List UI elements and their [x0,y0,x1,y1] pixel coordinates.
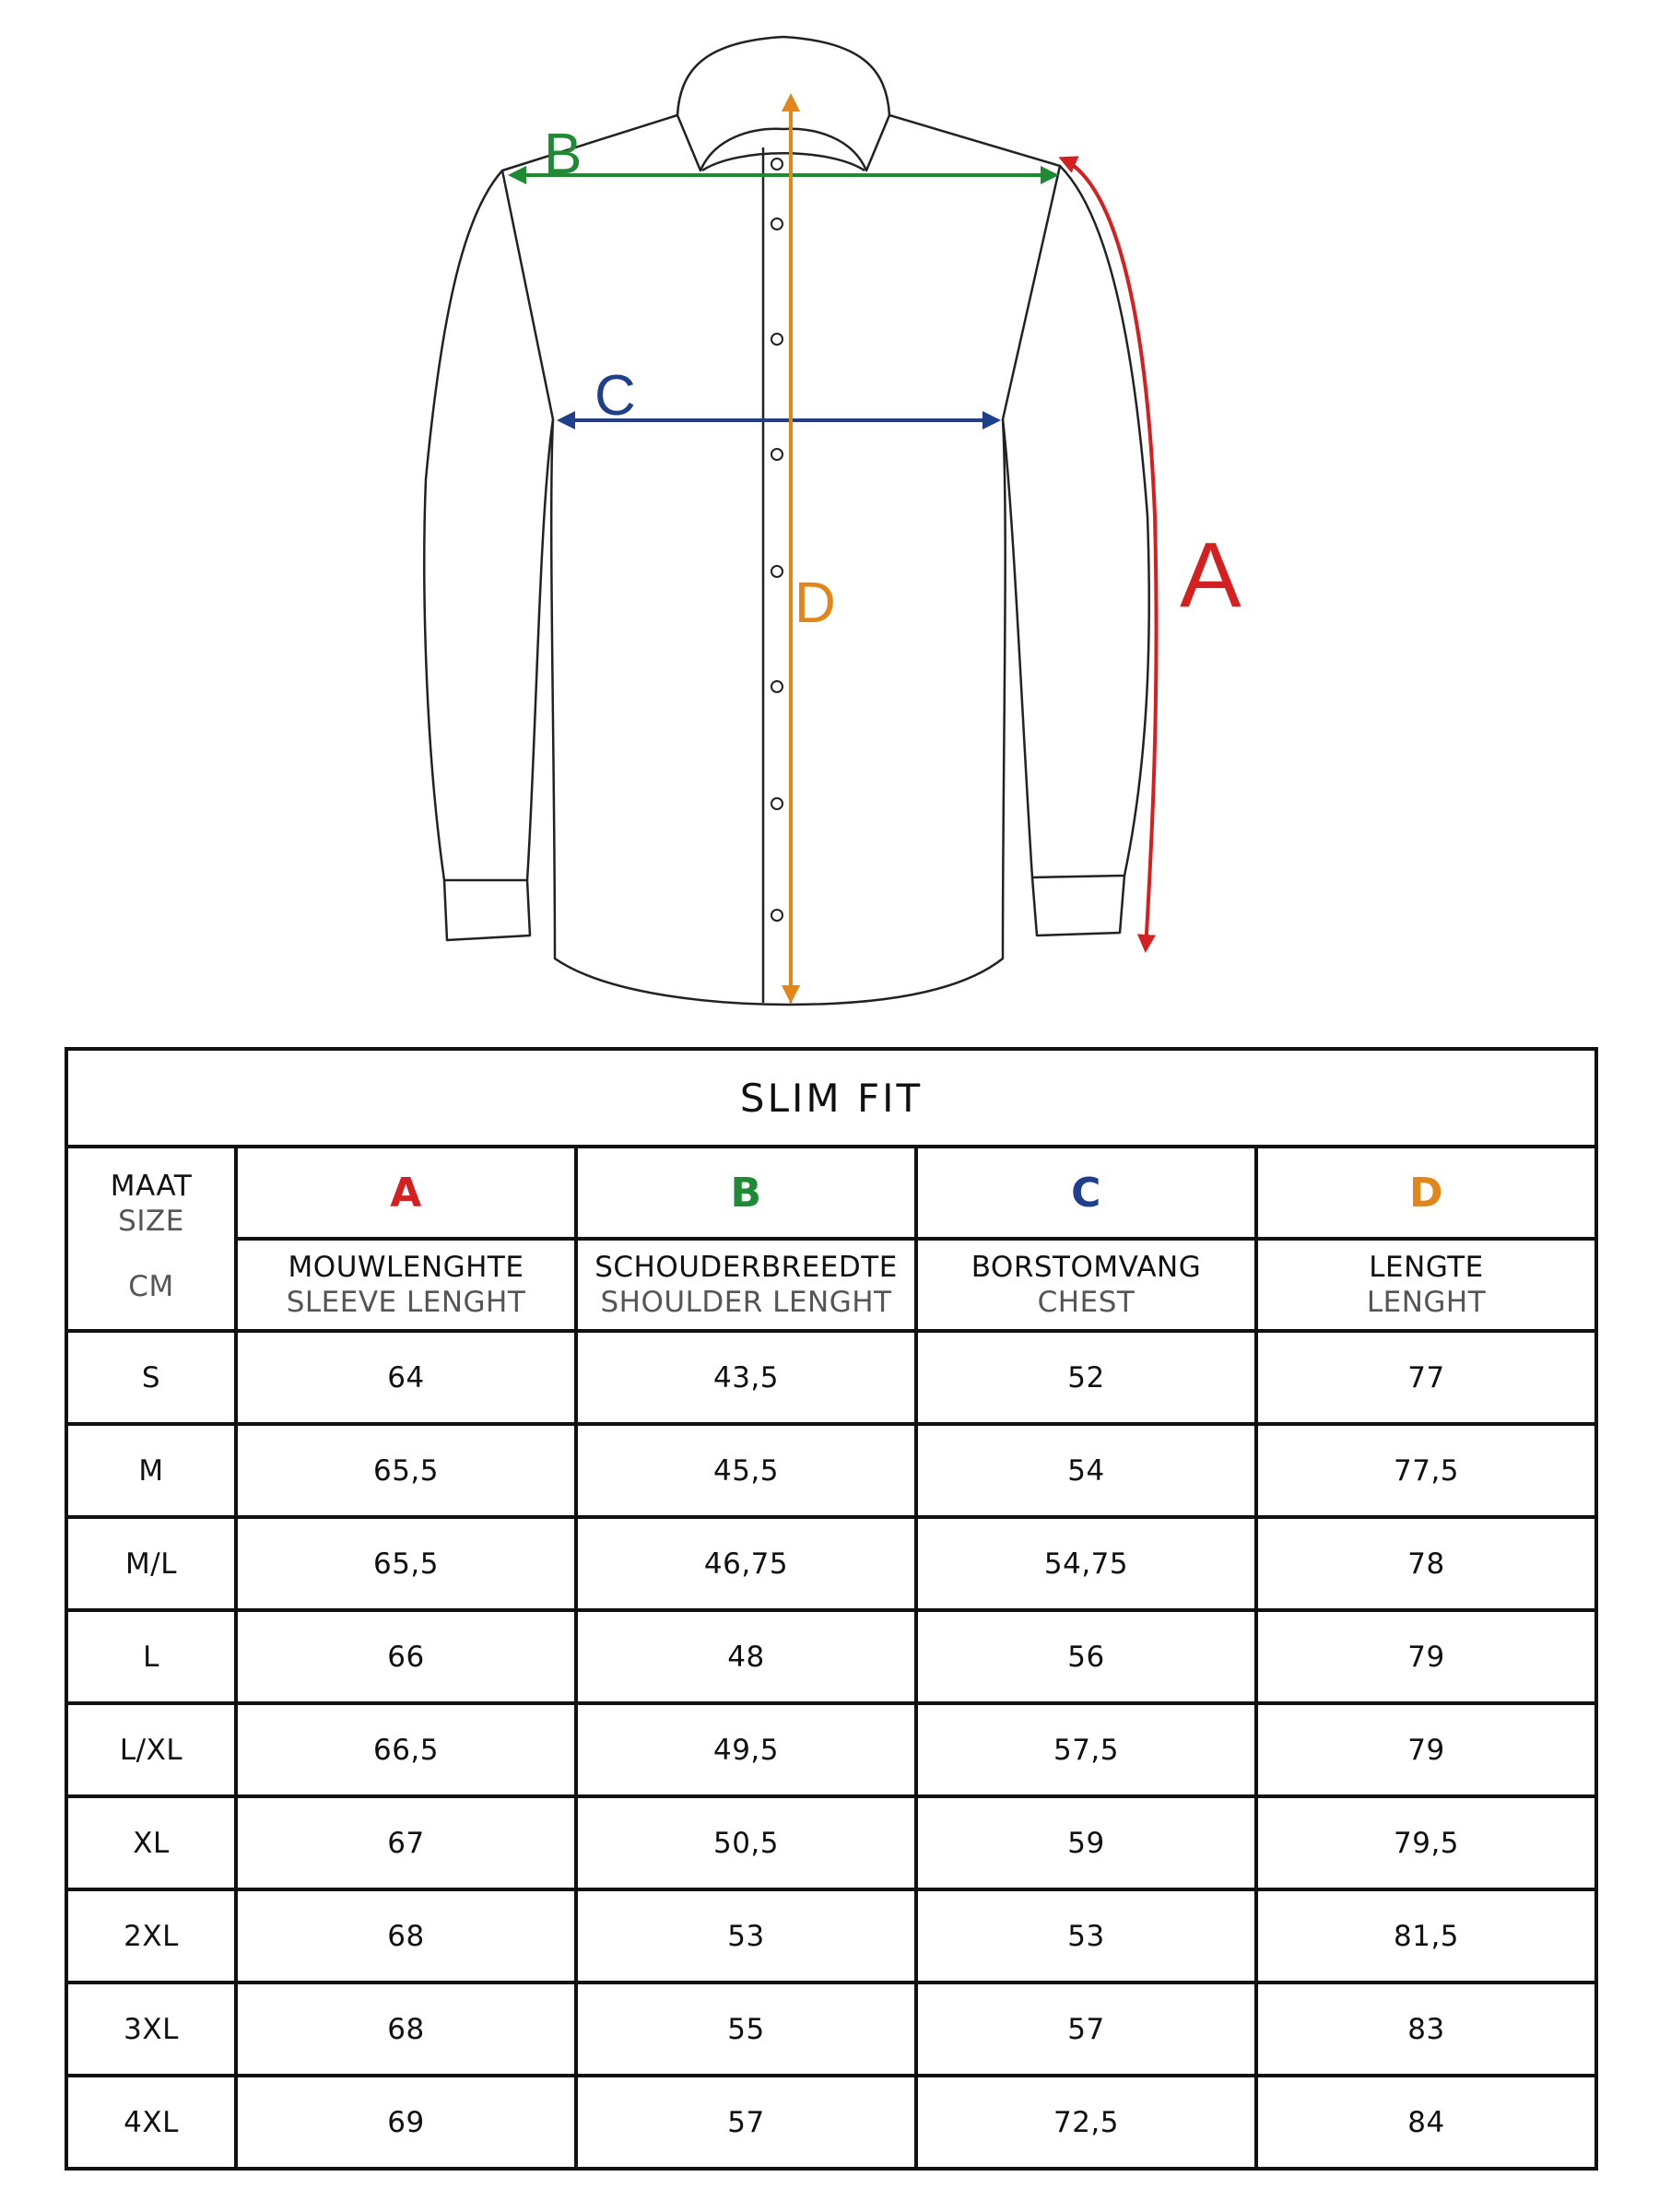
value-cell: 50,5 [576,1796,916,1889]
label-en: SHOULDER LENGHT [600,1286,892,1319]
size-cell: L/XL [66,1703,236,1796]
column-letter-a: A [236,1147,576,1239]
label-en: SLEEVE LENGHT [286,1286,526,1319]
size-cell: 3XL [66,1983,236,2076]
button [771,910,782,921]
buttons [771,159,782,921]
value-cell: 56 [916,1610,1256,1703]
value-cell: 69 [236,2076,576,2169]
column-label-d [1256,1239,1596,1331]
label-a: A [1180,524,1241,627]
value-cell: 78 [1256,1517,1596,1610]
table-row [66,1331,1596,1424]
table-row [66,2076,1596,2169]
value-cell: 57,5 [916,1703,1256,1796]
size-header-cell [66,1147,236,1331]
value-cell: 79 [1256,1610,1596,1703]
unit-label: CM [128,1270,174,1303]
size-cell: 4XL [66,2076,236,2169]
value-cell: 48 [576,1610,916,1703]
column-letter-c: C [916,1147,1256,1239]
value-cell: 79,5 [1256,1796,1596,1889]
value-cell: 66,5 [236,1703,576,1796]
label-c: C [594,364,636,428]
label-en: LENGHT [1366,1286,1487,1319]
value-cell: 54,75 [916,1517,1256,1610]
left-cuff [444,880,530,940]
size-cell: L [66,1610,236,1703]
table-title: SLIM FIT [66,1049,1596,1147]
sleeve-arrow [1062,159,1157,949]
value-cell: 68 [236,1889,576,1983]
size-cell: 2XL [66,1889,236,1983]
label-en: CHEST [1037,1286,1135,1319]
size-header-nl: MAAT [110,1170,193,1203]
size-cell: M [66,1424,236,1517]
left-sleeve [424,171,553,880]
collar-inner [702,153,865,171]
value-cell: 43,5 [576,1331,916,1424]
value-cell: 45,5 [576,1424,916,1517]
value-cell: 54 [916,1424,1256,1517]
right-cuff [1032,876,1124,935]
value-cell: 46,75 [576,1517,916,1610]
table-row [66,1889,1596,1983]
column-label-b [576,1239,916,1331]
button [771,334,782,345]
value-cell: 57 [576,2076,916,2169]
size-cell: S [66,1331,236,1424]
table-row [66,1424,1596,1517]
value-cell: 66 [236,1610,576,1703]
collar [677,37,889,171]
table-row [66,1796,1596,1889]
value-cell: 72,5 [916,2076,1256,2169]
label-nl: LENGTE [1369,1251,1484,1284]
button [771,566,782,577]
value-cell: 77 [1256,1331,1596,1424]
button [771,159,782,170]
shirt-outline [424,37,1148,1005]
column-label-a [236,1239,576,1331]
label-b: B [544,123,582,186]
button [771,798,782,809]
shirt-body [502,115,1060,1005]
value-cell: 84 [1256,2076,1596,2169]
size-header-en: SIZE [118,1205,184,1238]
table-row [66,1517,1596,1610]
value-cell: 53 [576,1889,916,1983]
column-label-c [916,1239,1256,1331]
label-nl: MOUWLENGHTE [288,1251,524,1284]
shirt-measurement-diagram [0,0,1659,1023]
value-cell: 59 [916,1796,1256,1889]
size-cell: M/L [66,1517,236,1610]
value-cell: 65,5 [236,1517,576,1610]
value-cell: 57 [916,1983,1256,2076]
value-cell: 68 [236,1983,576,2076]
value-cell: 64 [236,1331,576,1424]
table-row [66,1983,1596,2076]
column-letter-b: B [576,1147,916,1239]
label-nl: SCHOUDERBREEDTE [594,1251,898,1284]
value-cell: 67 [236,1796,576,1889]
value-cell: 65,5 [236,1424,576,1517]
value-cell: 55 [576,1983,916,2076]
button [771,449,782,460]
label-nl: BORSTOMVANG [971,1251,1202,1284]
value-cell: 79 [1256,1703,1596,1796]
value-cell: 77,5 [1256,1424,1596,1517]
table-row [66,1610,1596,1703]
label-d: D [794,571,836,635]
table-row [66,1703,1596,1796]
size-cell: XL [66,1796,236,1889]
button [771,681,782,692]
value-cell: 81,5 [1256,1889,1596,1983]
value-cell: 53 [916,1889,1256,1983]
value-cell: 52 [916,1331,1256,1424]
size-table [65,1047,1598,2171]
button [771,218,782,229]
value-cell: 83 [1256,1983,1596,2076]
column-letter-d: D [1256,1147,1596,1239]
value-cell: 49,5 [576,1703,916,1796]
